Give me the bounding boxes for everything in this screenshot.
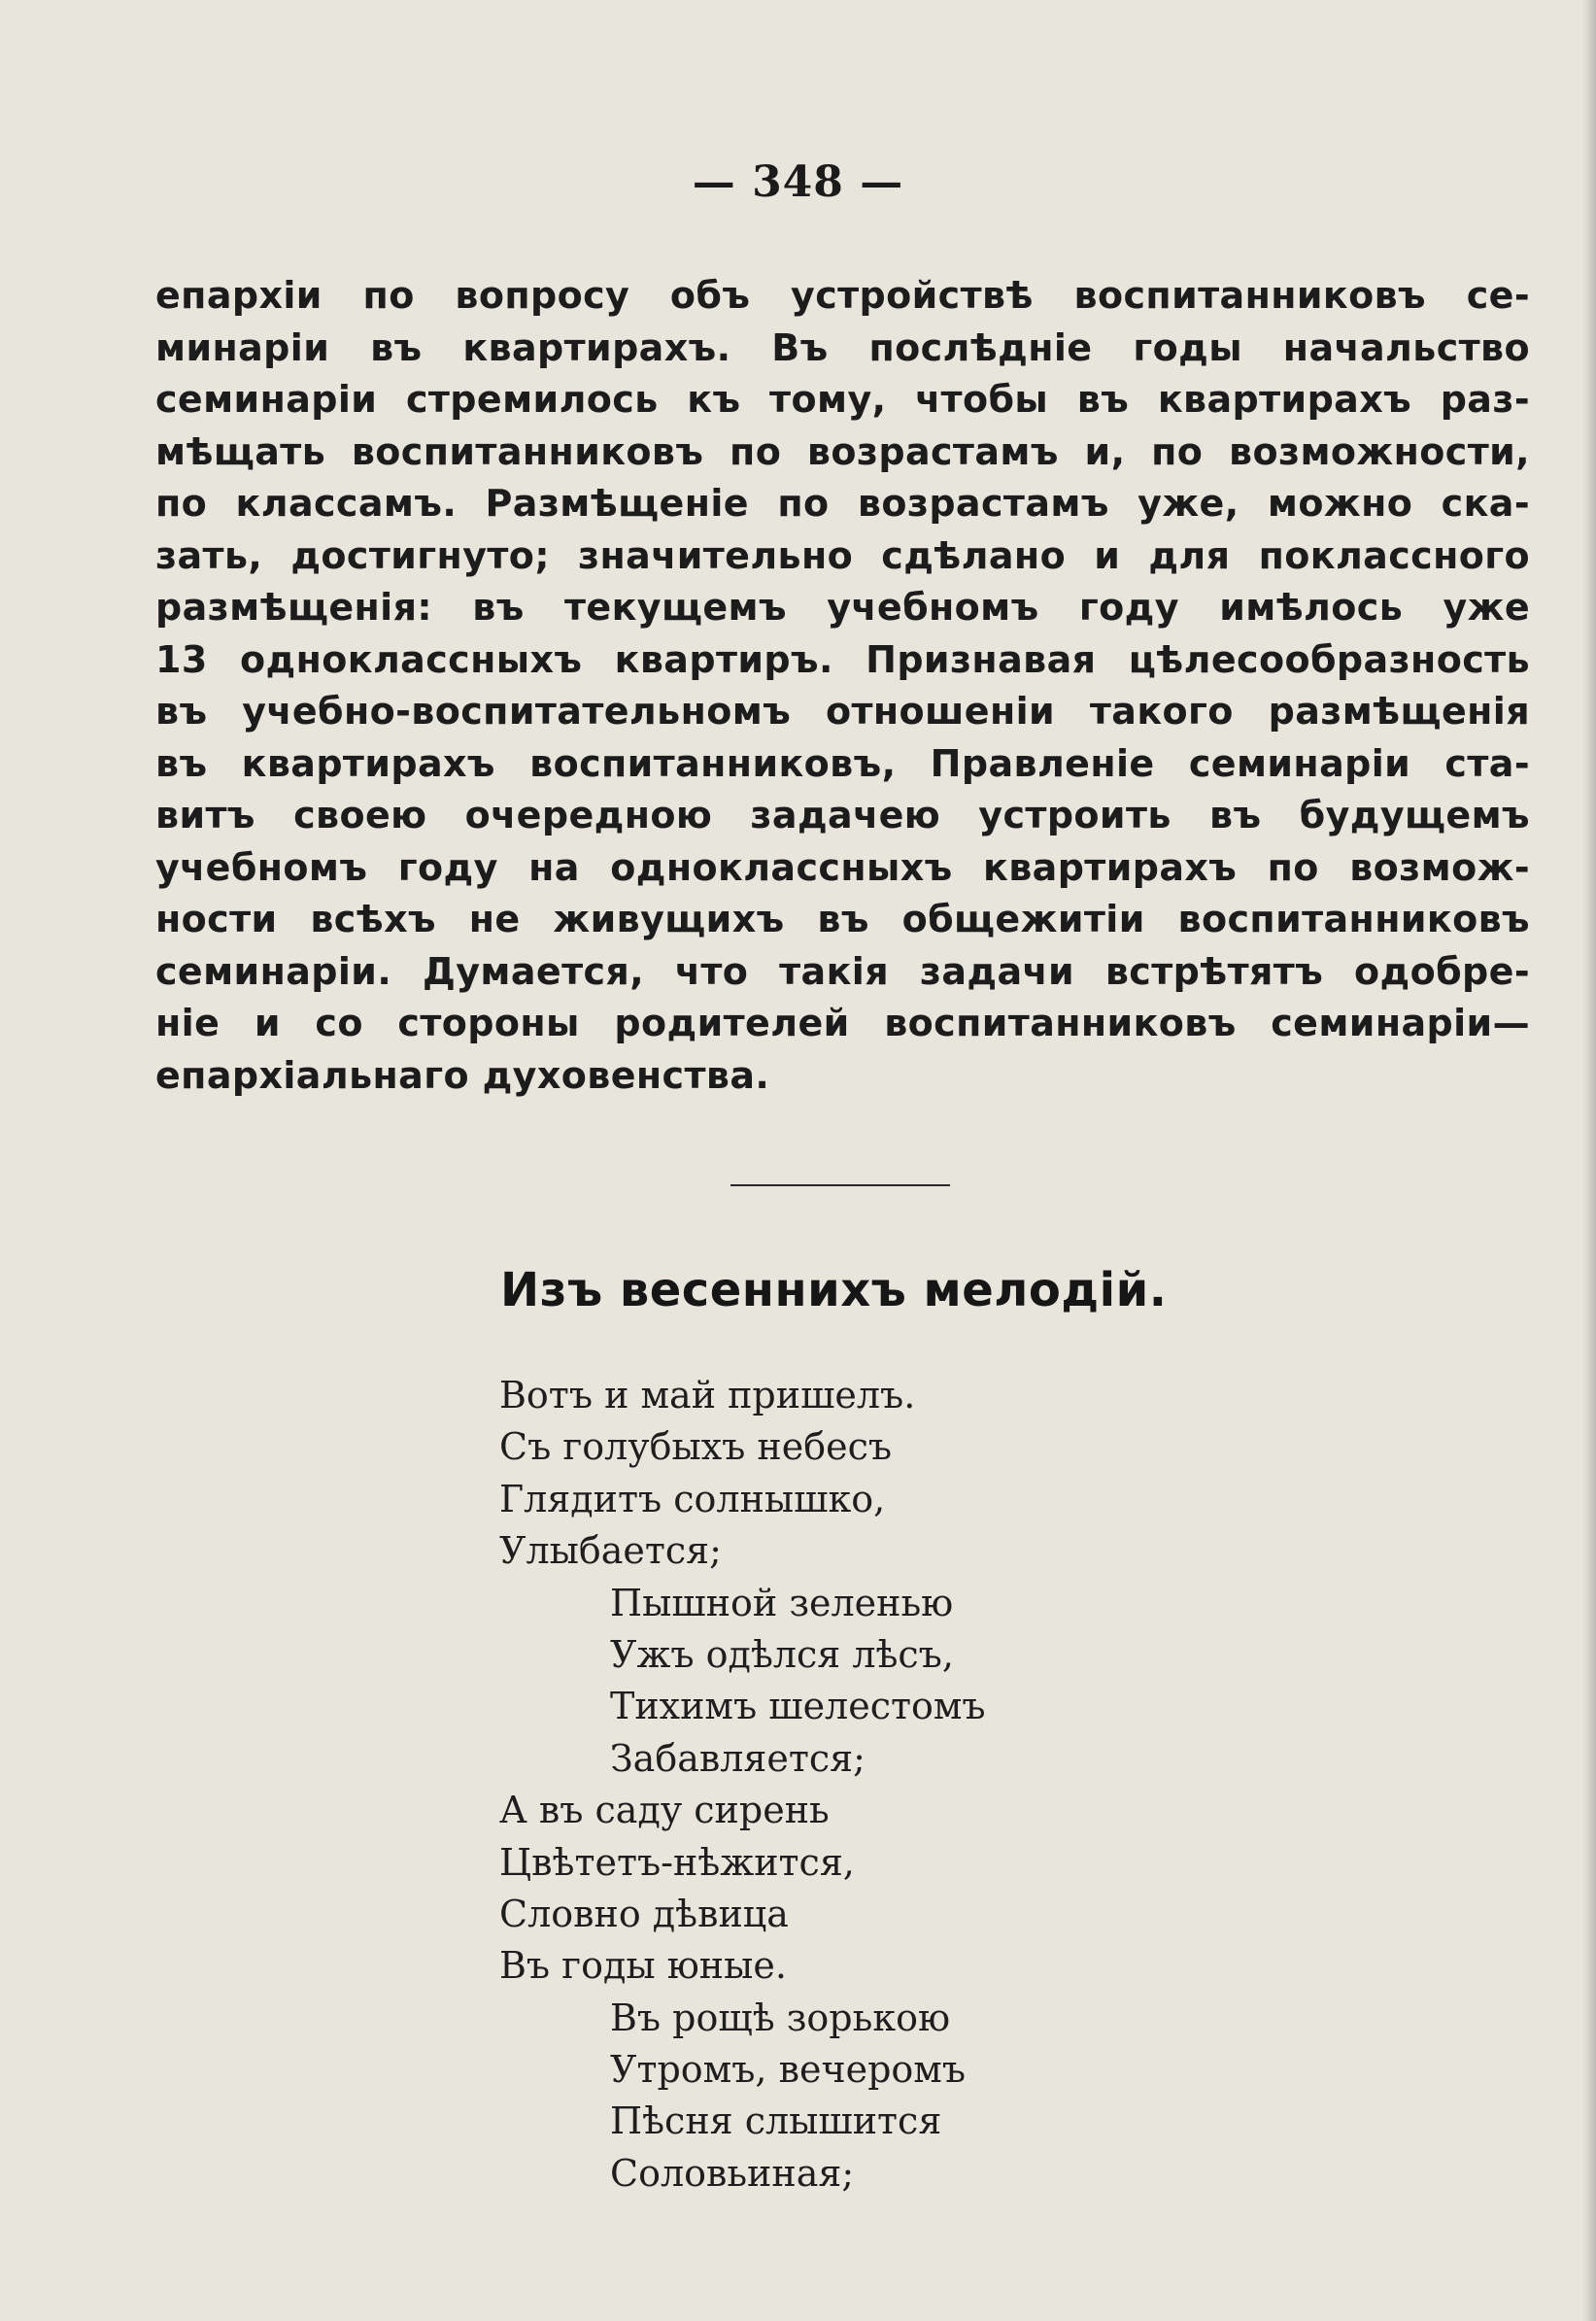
prose-line: семинаріи. Думается, что такія задачи встрѣтятъ одобре- bbox=[155, 949, 1530, 993]
poem-line: Цвѣтетъ-нѣжится, bbox=[499, 1840, 855, 1884]
prose-line: размѣщенія: въ текущемъ учебномъ году имѣлось уже bbox=[155, 586, 1530, 629]
poem-line: Пѣсня слышится bbox=[610, 2099, 942, 2143]
poem-line: Ужъ одѣлся лѣсъ, bbox=[610, 1632, 954, 1676]
prose-line: 13 одноклассныхъ квартиръ. Признавая цѣлесообразность bbox=[155, 637, 1530, 681]
prose-line: по классамъ. Размѣщеніе по возрастамъ уже, можно ска- bbox=[155, 482, 1530, 525]
prose-line: въ квартирахъ воспитанниковъ, Правленіе семинаріи ста- bbox=[155, 741, 1530, 785]
page-number: — 348 — bbox=[692, 157, 904, 207]
prose-line: ности всѣхъ не живущихъ въ общежитіи воспитанниковъ bbox=[155, 898, 1530, 940]
section-divider bbox=[730, 1184, 950, 1186]
poem-line: Утромъ, вечеромъ bbox=[610, 2048, 967, 2092]
poem-title: Изъ весеннихъ мелодій. bbox=[500, 1263, 1168, 1317]
prose-line: епархіи по вопросу объ устройствѣ воспитанниковъ се- bbox=[155, 274, 1530, 317]
poem-line: Словно дѣвица bbox=[499, 1892, 789, 1935]
poem-line: Тихимъ шелестомъ bbox=[610, 1685, 986, 1728]
poem-line: Улыбается; bbox=[499, 1529, 722, 1573]
poem-line: Вотъ и май пришелъ. bbox=[499, 1374, 916, 1416]
poem-block bbox=[499, 1370, 1374, 2200]
prose-line: ніе и со стороны родителей воспитанниковъ семинаріи— bbox=[155, 1002, 1530, 1044]
poem-line: Соловьиная; bbox=[610, 2151, 855, 2195]
poem-line: Въ годы юные. bbox=[499, 1944, 787, 1988]
prose-block bbox=[155, 270, 1530, 1102]
prose-line: минаріи въ квартирахъ. Въ послѣдніе годы начальство bbox=[155, 325, 1530, 369]
page-edge-shadow bbox=[1582, 0, 1596, 2321]
prose-line: учебномъ году на одноклассныхъ квартирахъ по возмож- bbox=[155, 845, 1530, 889]
prose-line: зать, достигнуто; значительно сдѣлано и для поклассного bbox=[155, 533, 1530, 577]
prose-line: семинаріи стремилось къ тому, чтобы въ квартирахъ раз- bbox=[155, 378, 1530, 421]
poem-line: Пышной зеленью bbox=[610, 1581, 954, 1624]
poem-line: Глядитъ солнышко, bbox=[499, 1477, 886, 1520]
prose-line: епархіальнаго духовенства. bbox=[155, 1053, 770, 1097]
prose-line: въ учебно-воспитательномъ отношеніи такого размѣщенія bbox=[155, 690, 1530, 733]
prose-line: витъ своею очередною задачею устроить въ будущемъ bbox=[155, 794, 1530, 836]
prose-line: мѣщать воспитанниковъ по возрастамъ и, по возможности, bbox=[155, 429, 1530, 473]
poem-line: Въ рощѣ зорькою bbox=[610, 1996, 951, 2039]
poem-line: А въ саду сирень bbox=[499, 1789, 830, 1832]
poem-line: Съ голубыхъ небесъ bbox=[499, 1425, 893, 1469]
poem-line: Забавляется; bbox=[610, 1736, 866, 1780]
